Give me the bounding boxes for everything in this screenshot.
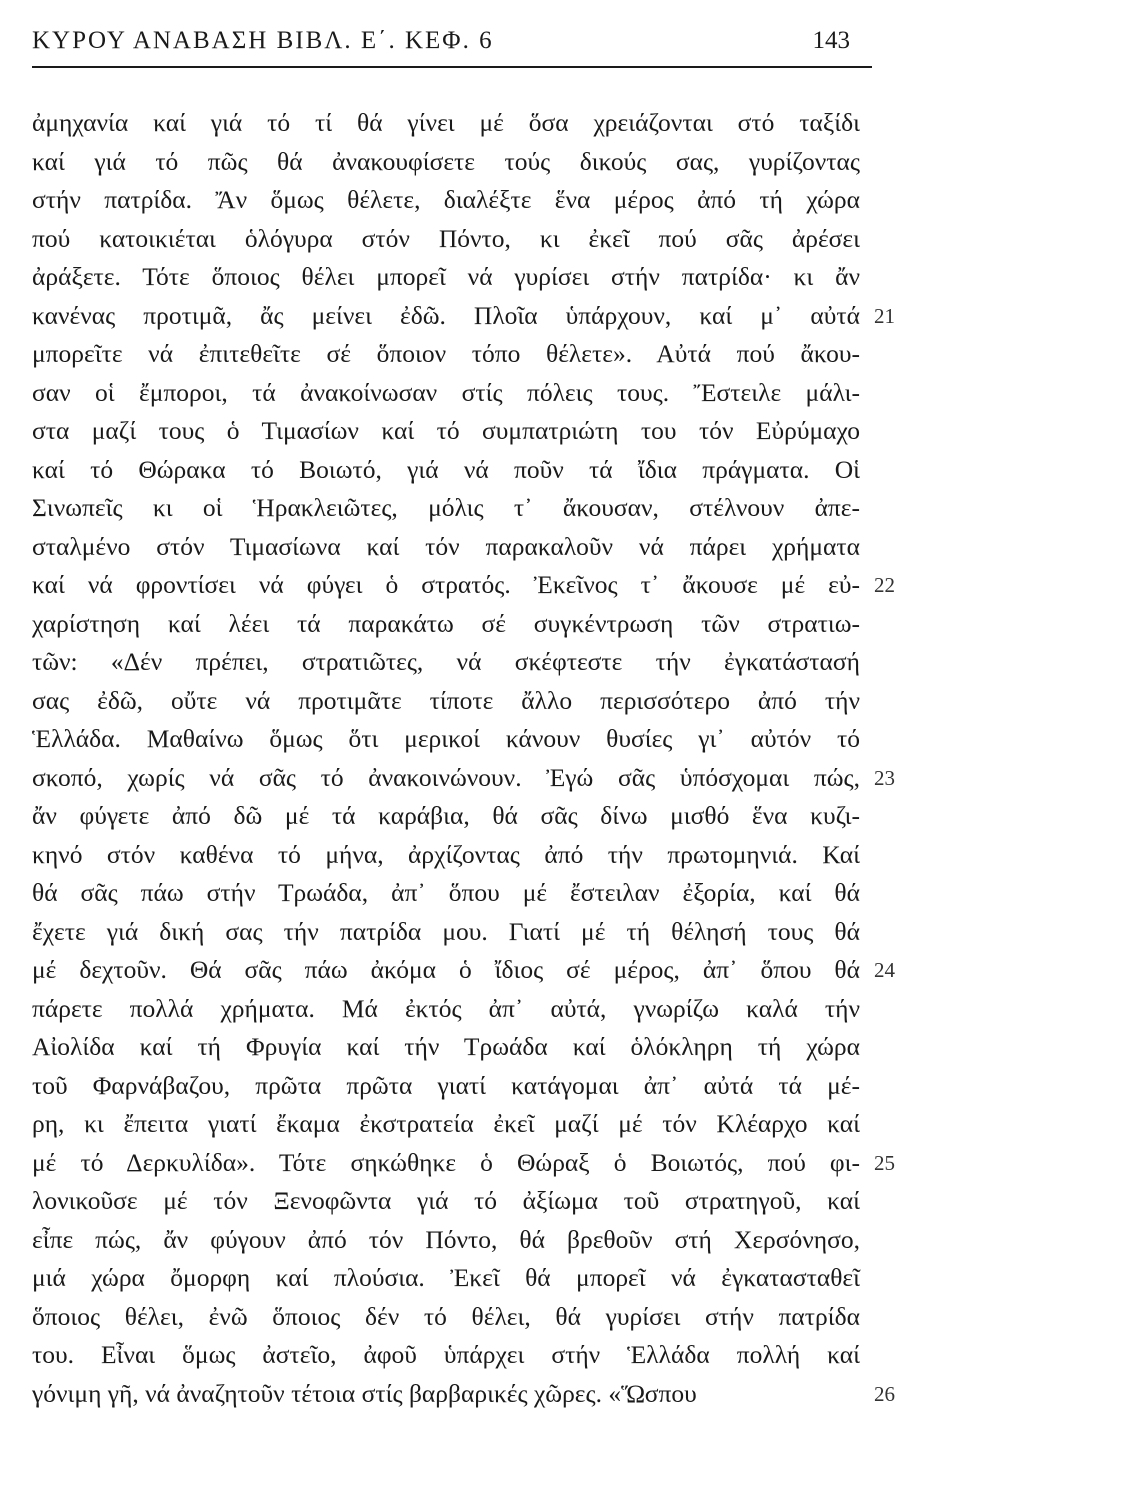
text-line	[32, 335, 862, 374]
line-text: ρη, κι ἔπειτα γιατί ἔκαμα ἐκστρατεία ἐκεῖ μαζί μέ τόν Κλέαρχο καί	[32, 1109, 860, 1138]
text-line	[32, 220, 862, 259]
text-line	[32, 489, 862, 528]
text-line	[32, 720, 862, 759]
text-line	[32, 258, 862, 297]
line-text: τῶν: «Δέν πρέπει, στρατιῶτες, νά σκέφτεστε τήν ἐγκατάστασή	[32, 647, 860, 676]
text-line	[32, 1105, 862, 1144]
line-text: Ἑλλάδα. Μαθαίνω ὅμως ὅτι μερικοί κάνουν θυσίες γι᾽ αὐτόν τό	[32, 724, 860, 753]
line-text: Σινωπεῖς κι οἱ Ἡρακλειῶτες, μόλις τ᾽ ἄκουσαν, στέλνουν ἀπε-	[32, 493, 860, 522]
line-text: μέ τό Δερκυλίδα». Τότε σηκώθηκε ὁ Θώραξ ὁ Βοιωτός, πού φι-	[32, 1147, 860, 1177]
text-line	[32, 104, 862, 143]
text-line	[32, 143, 862, 182]
line-text: ἀμηχανία καί γιά τό τί θά γίνει μέ ὅσα χρειάζονται στό ταξίδι	[32, 108, 860, 137]
page-number: 143	[812, 27, 850, 54]
text-line	[32, 913, 862, 952]
line-text: κηνό στόν καθένα τό μήνα, ἀρχίζοντας ἀπό τήν πρωτομηνιά. Καί	[32, 839, 860, 869]
text-line	[32, 566, 895, 605]
text-line	[32, 374, 862, 413]
text-line	[32, 797, 862, 836]
line-text: χαρίστηση καί λέει τά παρακάτω σέ συγκέντρωση τῶν στρατιω-	[32, 608, 860, 638]
section-number: 26	[874, 1381, 895, 1406]
section-number: 21	[874, 303, 895, 328]
section-number: 23	[874, 765, 895, 790]
text-line	[32, 836, 862, 875]
line-text: εἶπε πώς, ἄν φύγουν ἀπό τόν Πόντο, θά βρεθοῦν στή Χερσόνησο,	[32, 1224, 860, 1254]
line-text: μπορεῖτε νά ἐπιτεθεῖτε σέ ὅποιον τόπο θέλετε». Αὐτά πού ἄκου-	[32, 339, 860, 368]
line-text: ἀράξετε. Τότε ὅποιος θέλει μπορεῖ νά γυρίσει στήν πατρίδα· κι ἄν	[32, 262, 860, 291]
line-text: σκοπό, χωρίς νά σᾶς τό ἀνακοινώνουν. Ἐγώ σᾶς ὑπόσχομαι πώς,	[32, 762, 860, 792]
section-number: 25	[874, 1150, 895, 1175]
line-text: πού κατοικιέται ὁλόγυρα στόν Πόντο, κι ἐκεῖ πού σᾶς ἀρέσει	[32, 223, 860, 253]
text-line	[32, 1028, 862, 1067]
section-number: 22	[874, 573, 895, 597]
line-text: καί γιά τό πῶς θά ἀνακουφίσετε τούς δικούς σας, γυρίζοντας	[32, 146, 860, 176]
text-line	[32, 1259, 862, 1298]
text-line	[32, 1067, 862, 1106]
running-head: ΚΥΡΟΥ ΑΝΑΒΑΣΗ ΒΙΒΛ. Ε΄. ΚΕΦ. 6	[32, 27, 494, 54]
line-text: Αἰολίδα καί τή Φρυγία καί τήν Τρωάδα καί ὁλόκληρη τή χώρα	[32, 1032, 860, 1061]
text-line	[32, 605, 862, 644]
text-line	[32, 1221, 862, 1260]
text-line	[32, 1182, 862, 1221]
header-rule	[32, 66, 872, 68]
line-text: κανένας προτιμᾶ, ἄς μείνει ἐδῶ. Πλοῖα ὑπάρχουν, καί μ᾽ αὐτά	[32, 300, 860, 330]
text-line	[32, 951, 895, 990]
line-text: θά σᾶς πάω στήν Τρωάδα, ἀπ᾽ ὅπου μέ ἔστειλαν ἐξορία, καί θά	[32, 878, 860, 907]
text-line	[32, 682, 862, 721]
text-line	[32, 1144, 895, 1183]
line-text: ὅποιος θέλει, ἐνῶ ὅποιος δέν τό θέλει, θά γυρίσει στήν πατρίδα	[32, 1301, 860, 1331]
section-number: 24	[874, 958, 895, 982]
line-text: καί τό Θώρακα τό Βοιωτό, γιά νά ποῦν τά ἴδια πράγματα. Οἱ	[32, 454, 860, 484]
body-text	[32, 104, 895, 1413]
line-text: γόνιμη γῆ, νά ἀναζητοῦν τέτοια στίς βαρβαρικές χῶρες. «Ὥσπου	[32, 1378, 697, 1408]
line-text: σταλμένο στόν Τιμασίωνα καί τόν παρακαλοῦν νά πάρει χρήματα	[32, 531, 860, 561]
line-text: του. Εἶναι ὅμως ἀστεῖο, ἀφοῦ ὑπάρχει στήν Ἑλλάδα πολλή καί	[32, 1340, 860, 1369]
text-line	[32, 1298, 862, 1337]
line-text: στα μαζί τους ὁ Τιμασίων καί τό συμπατριώτη του τόν Εὐρύμαχο	[32, 416, 860, 445]
text-line	[32, 643, 862, 682]
text-line	[32, 1336, 862, 1375]
line-text: πάρετε πολλά χρήματα. Μά ἐκτός ἀπ᾽ αὐτά, γνωρίζω καλά τήν	[32, 993, 860, 1023]
line-text: ἄν φύγετε ἀπό δῶ μέ τά καράβια, θά σᾶς δίνω μισθό ἕνα κυζι-	[32, 801, 860, 830]
text-line	[32, 451, 862, 490]
line-text: σας ἐδῶ, οὔτε νά προτιμᾶτε τίποτε ἄλλο περισσότερο ἀπό τήν	[32, 685, 860, 715]
text-line	[32, 297, 895, 336]
text-line	[32, 990, 862, 1029]
line-text: τοῦ Φαρνάβαζου, πρῶτα πρῶτα γιατί κατάγομαι ἀπ᾽ αὐτά τά μέ-	[32, 1070, 860, 1100]
text-line	[32, 181, 862, 220]
text-line	[32, 412, 862, 451]
text-line	[32, 759, 895, 798]
line-text: στήν πατρίδα. Ἄν ὅμως θέλετε, διαλέξτε ἕνα μέρος ἀπό τή χώρα	[32, 185, 860, 214]
page-header	[32, 26, 872, 60]
line-text: ἔχετε γιά δική σας τήν πατρίδα μου. Γιατί μέ τή θέλησή τους θά	[32, 916, 860, 946]
line-text: λονικοῦσε μέ τόν Ξενοφῶντα γιά τό ἀξίωμα τοῦ στρατηγοῦ, καί	[32, 1186, 860, 1215]
line-text: σαν οἱ ἔμποροι, τά ἀνακοίνωσαν στίς πόλεις τους. Ἔστειλε μάλι-	[32, 377, 860, 407]
text-line	[32, 528, 862, 567]
text-line	[32, 1375, 895, 1414]
line-text: μιά χώρα ὄμορφη καί πλούσια. Ἐκεῖ θά μπορεῖ νά ἐγκατασταθεῖ	[32, 1263, 860, 1292]
line-text: μέ δεχτοῦν. Θά σᾶς πάω ἀκόμα ὁ ἴδιος σέ μέρος, ἀπ᾽ ὅπου θά	[32, 955, 860, 984]
text-line	[32, 874, 862, 913]
line-text: καί νά φροντίσει νά φύγει ὁ στρατός. Ἐκεῖνος τ᾽ ἄκουσε μέ εὐ-	[32, 570, 860, 599]
